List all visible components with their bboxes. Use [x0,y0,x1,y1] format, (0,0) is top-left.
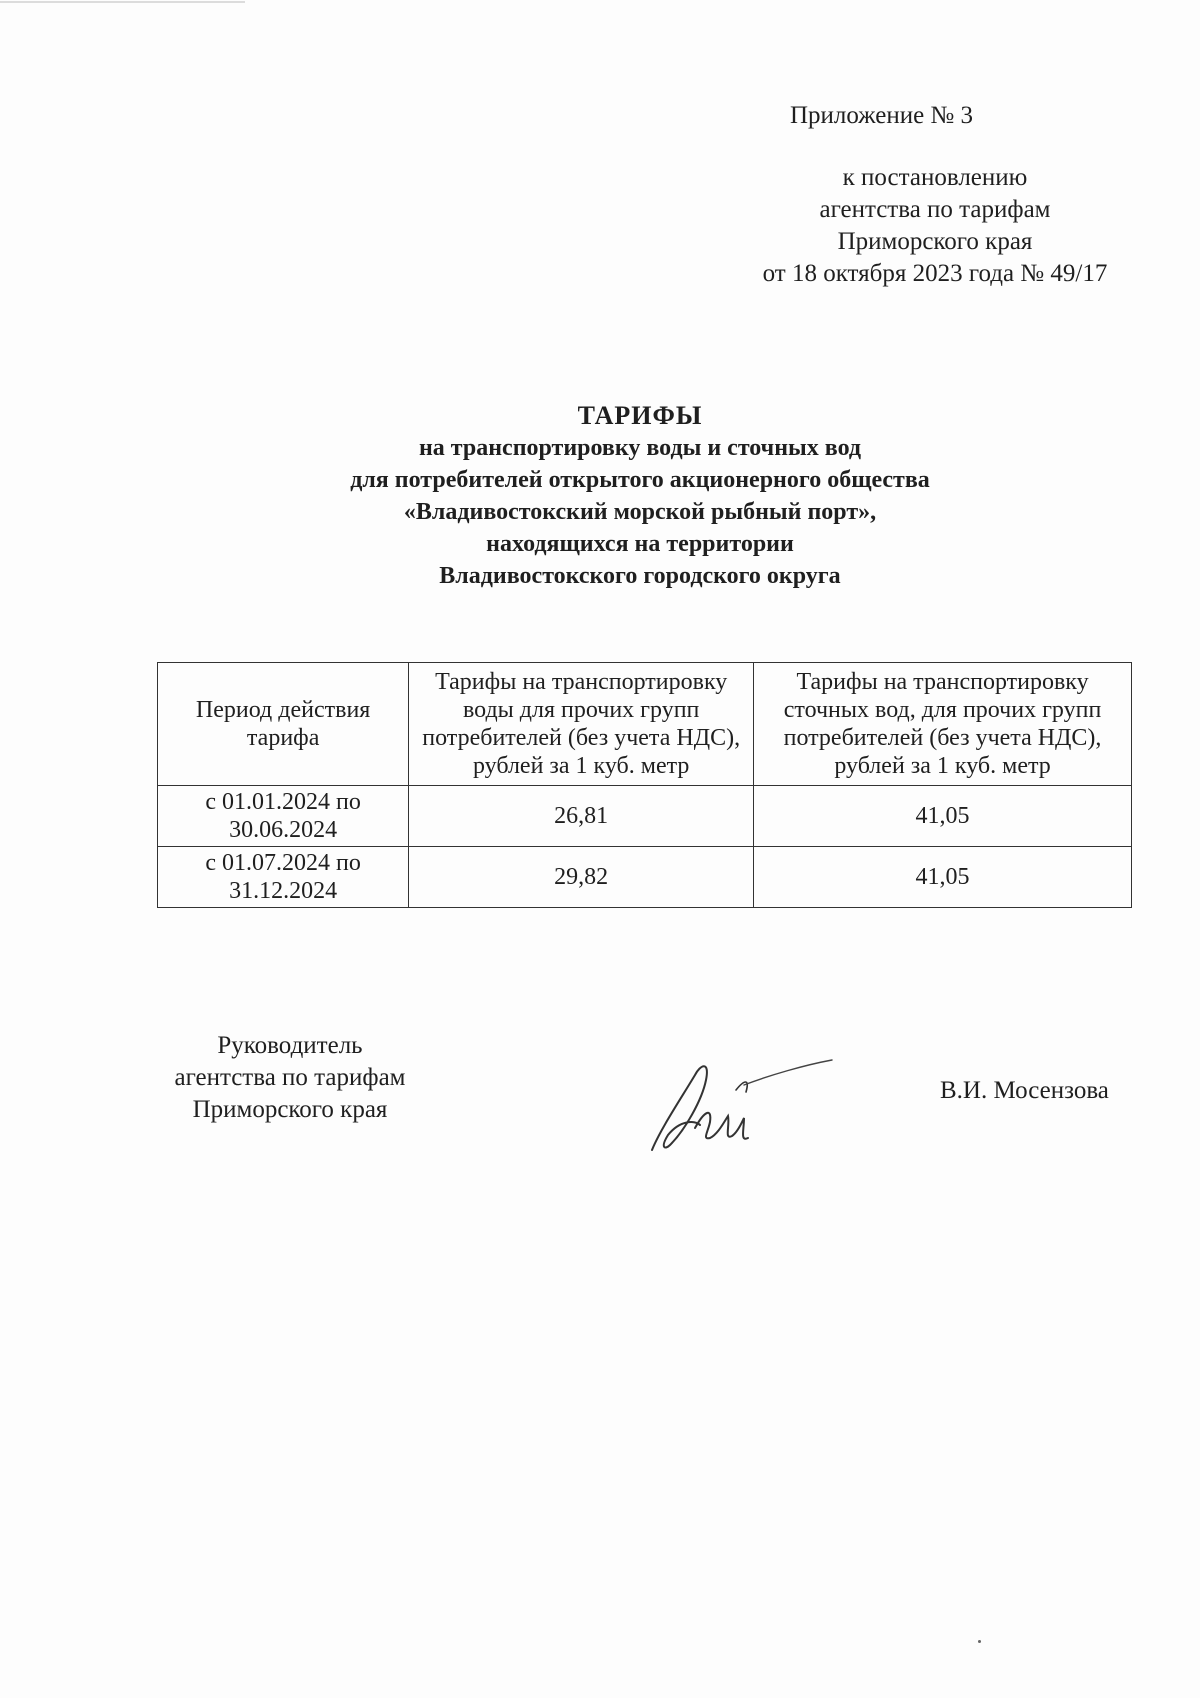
title-main: ТАРИФЫ [577,401,703,430]
title-line: находящихся на территории [486,531,794,557]
table-row [158,847,1132,908]
cell-period: с 01.01.2024 по 30.06.2024 [158,786,409,847]
cell-wastewater-tariff: 41,05 [754,786,1132,847]
document-title [200,400,1080,592]
table-header-row [158,663,1132,786]
title-line: для потребителей открытого акционерного общества [350,467,930,493]
annex-line: агентства по тарифам [819,196,1051,223]
table-row [158,786,1132,847]
signer-name: В.И. Мосензова [940,1077,1109,1104]
tariff-table [157,662,1132,908]
title-line: Владивостокского городского округа [439,563,841,589]
annex-line: к постановлению [842,164,1028,191]
header-water-tariff: Тарифы на транспортировку воды для прочих групп потребителей (без учета НДС), рублей за 1 куб. метр [409,663,754,786]
annex-line: Приморского края [837,228,1033,255]
title-line: на транспортировку воды и сточных вод [418,435,862,461]
scan-speck [978,1640,981,1643]
cell-water-tariff: 29,82 [409,847,754,908]
annex-line: от 18 октября 2023 года № 49/17 [762,260,1108,287]
cell-period: с 01.07.2024 по 31.12.2024 [158,847,409,908]
header-period: Период действия тарифа [158,663,409,786]
title-line: «Владивостокский морской рыбный порт», [403,499,877,525]
cell-wastewater-tariff: 41,05 [754,847,1132,908]
annex-number: Приложение № 3 [790,102,974,129]
cell-water-tariff: 26,81 [409,786,754,847]
signer-position-line: Руководитель [217,1032,363,1059]
signer-position-line: агентства по тарифам [174,1064,406,1091]
signer-position [150,1030,430,1126]
scan-edge-mark [0,0,250,6]
header-wastewater-tariff: Тарифы на транспортировку сточных вод, для прочих групп потребителей (без учета НДС), рублей за 1 куб. метр [754,663,1132,786]
handwritten-signature [640,1050,840,1160]
annex-header [700,100,1170,290]
signer-position-line: Приморского края [192,1096,388,1123]
